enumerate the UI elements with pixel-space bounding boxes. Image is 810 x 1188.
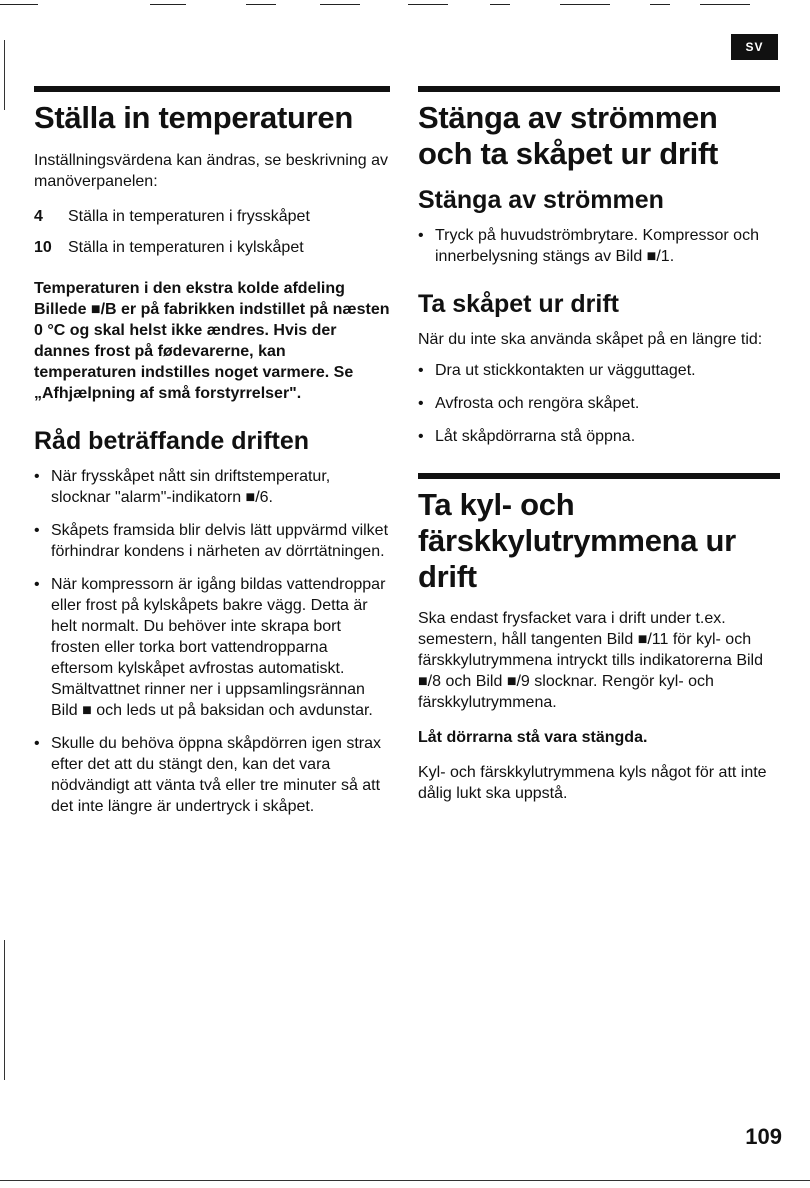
- heading-operation-advice: Råd beträffande driften: [34, 426, 310, 455]
- item-text: Ställa in temperaturen i kylskåpet: [68, 238, 304, 256]
- disconnect-intro: När du inte ska använda skåpet på en längre tid:: [418, 331, 763, 349]
- numbered-item-freezer: [34, 206, 390, 227]
- section-rule: [418, 473, 780, 479]
- list-item: • Tryck på huvudströmbrytare. Kompressor och innerbelysning stängs av Bild ■/1.: [418, 225, 780, 267]
- list-item: • Avfrosta och rengöra skåpet.: [418, 393, 780, 414]
- doors-closed-note: Låt dörrarna stå vara stängda.: [418, 729, 648, 747]
- list-item: • Låt skåpdörrarna stå öppna.: [418, 426, 780, 447]
- heading-set-temperature: Ställa in temperaturen: [34, 100, 353, 135]
- list-item: • När frysskåpet nått sin driftstemperatur, slocknar "alarm"-indikatorn ■/6.: [34, 466, 390, 508]
- language-badge: SV: [731, 34, 778, 60]
- right-column: [418, 86, 780, 804]
- disconnect-list: [418, 360, 780, 447]
- top-scan-marks: [0, 0, 810, 10]
- list-item: • Dra ut stickkontakten ur vägguttaget.: [418, 360, 780, 381]
- section-rule: [34, 86, 390, 92]
- subheading-switch-off-power: Stänga av strömmen: [418, 186, 664, 215]
- item-text: Ställa in temperaturen i frysskåpet: [68, 207, 310, 225]
- intro-text: Inställningsvärdena kan ändras, se beskrivning av manöverpanelen:: [34, 151, 388, 190]
- item-number: 4: [34, 207, 43, 225]
- numbered-item-fridge: [34, 237, 390, 258]
- list-item: • Skåpets framsida blir delvis lätt uppvärmd vilket förhindrar kondens i närheten av dörrtätningen.: [34, 520, 390, 562]
- item-number: 10: [34, 238, 52, 256]
- bottom-scan-edge: [0, 1180, 810, 1181]
- section-rule: [418, 86, 780, 92]
- fridge-off-text: Ska endast frysfacket vara i drift under t.ex. semestern, håll tangenten Bild ■/11 för kyl- och färskkylutrymmena intryckt tills indikatorerna Bild ■/8 och Bild ■/9 slocknar. Rengör kyl- och färskkylutrymmena.: [418, 610, 763, 712]
- bold-temperature-note: Temperaturen i den ekstra kolde afdeling Billede ■/B er på fabrikken indstillet på næsten 0 °C og skal helst ikke ændres. Hvis der dannes frost på fødevarerne, kan temperaturen indstilles noget varmere. Se „Afhjælpning af små forstyrrelser".: [34, 279, 390, 402]
- subheading-disconnect: Ta skåpet ur drift: [418, 290, 619, 319]
- list-item: • När kompressorn är igång bildas vattendroppar eller frost på kylskåpets bakre vägg. Detta är helt normalt. Du behöver inte skrapa bort frosten eller torka bort vattendropparna eftersom kylskåpet avfrostas automatiskt. Smältvattnet rinner ner i uppsamlingsrännan Bild ■ och leds ut på baksidan och avdunstar.: [34, 574, 390, 721]
- cooling-note: Kyl- och färskkylutrymmena kyls något för att inte dålig lukt ska uppstå.: [418, 764, 767, 803]
- left-scan-edge: [4, 40, 5, 110]
- switch-off-list: [418, 225, 780, 267]
- heading-fridge-off: Ta kyl- och färskkylutrymmena ur drift: [418, 487, 736, 594]
- page-number: 109: [745, 1124, 782, 1149]
- list-item: • Skulle du behöva öppna skåpdörren igen strax efter det att du stängt den, kan det vara nödvändigt att vänta två eller tre minuter så att det inte längre är undertryck i skåpet.: [34, 733, 390, 817]
- heading-switch-off: Stänga av strömmen och ta skåpet ur drift: [418, 100, 719, 171]
- advice-list: [34, 466, 390, 817]
- left-column: [34, 86, 390, 829]
- left-scan-edge-lower: [4, 940, 5, 1080]
